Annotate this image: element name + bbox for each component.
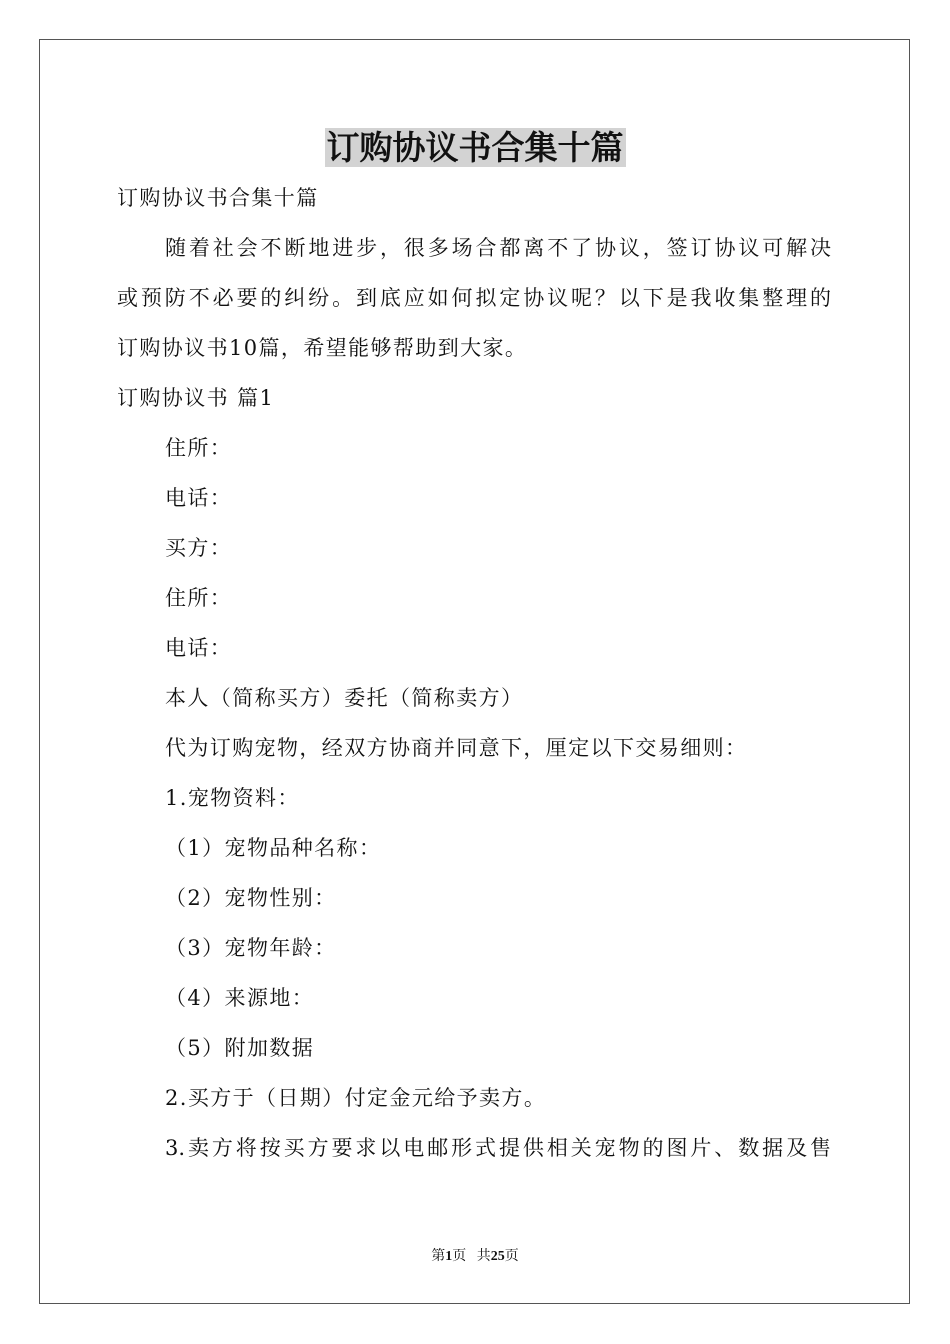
field-buyer: 买方： <box>165 536 233 560</box>
field-phone: 电话： <box>165 486 233 510</box>
page-footer <box>0 1248 950 1266</box>
body-line: （2）宠物性别： <box>165 886 337 910</box>
body-line: 2.买方于（日期）付定金元给予卖方。 <box>165 1086 547 1110</box>
body-line: （1）宠物品种名称： <box>165 836 382 860</box>
body-line: （5）附加数据 <box>165 1036 315 1060</box>
body-line: 1.宠物资料： <box>165 786 300 810</box>
footer-prefix: 第 <box>431 1249 446 1264</box>
intro-line-2: 或预防不必要的纠纷。到底应如何拟定协议呢？以下是我收集整理的 <box>117 286 831 310</box>
intro-line-1: 随着社会不断地进步，很多场合都离不了协议，签订协议可解决 <box>165 236 831 260</box>
footer-total-pages: 25 <box>490 1249 505 1264</box>
body-line: （4）来源地： <box>165 986 315 1010</box>
footer-total-prefix: 共 <box>476 1249 491 1264</box>
page-border <box>39 39 910 1304</box>
field-address-2: 住所： <box>165 586 233 610</box>
document-title <box>0 124 950 172</box>
footer-page-word: 页 <box>452 1249 467 1264</box>
document-subtitle: 订购协议书合集十篇 <box>117 186 319 210</box>
footer-current-page: 1 <box>445 1249 453 1264</box>
body-line: 代为订购宠物，经双方协商并同意下，厘定以下交易细则： <box>165 736 748 760</box>
body-line: 3.卖方将按买方要求以电邮形式提供相关宠物的图片、数据及售 <box>165 1136 831 1160</box>
body-line: 本人（简称买方）委托（简称卖方） <box>165 686 524 710</box>
body-line: （3）宠物年龄： <box>165 936 337 960</box>
intro-line-3: 订购协议书10篇，希望能够帮助到大家。 <box>117 336 528 360</box>
footer-total-suffix: 页 <box>504 1249 519 1264</box>
field-phone-2: 电话： <box>165 636 233 660</box>
section-heading: 订购协议书 篇1 <box>117 386 275 410</box>
field-address: 住所： <box>165 436 233 460</box>
document-title-text: 订购协议书合集十篇 <box>326 128 624 167</box>
